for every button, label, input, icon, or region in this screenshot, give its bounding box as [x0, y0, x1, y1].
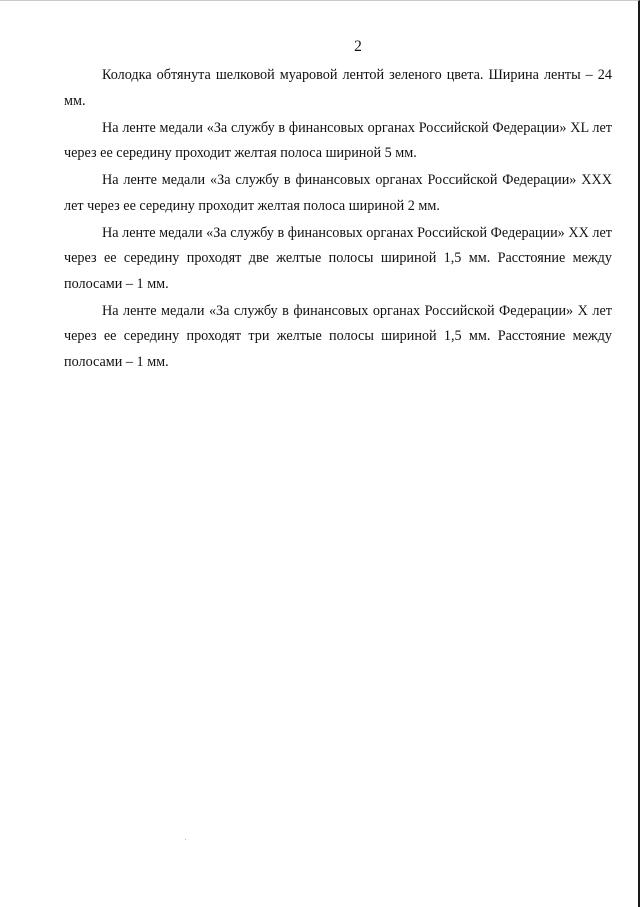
page-number: 2	[354, 38, 362, 55]
paragraph-x-years: На ленте медали «За службу в финансовых органах Российской Федерации» X лет через ее середину проходят три желтые полосы шириной 1,5 мм. Расстояние между полосами – 1 мм.	[64, 302, 612, 370]
scan-speck	[185, 839, 186, 840]
document-body	[64, 63, 612, 375]
paragraph-ribbon-description: Колодка обтянута шелковой муаровой лентой зеленого цвета. Ширина ленты – 24 мм.	[64, 67, 612, 109]
paragraph-xl-years: На ленте медали «За службу в финансовых органах Российской Федерации» XL лет через ее середину проходит желтая полоса шириной 5 мм.	[64, 119, 612, 161]
paragraph-xxx-years: На ленте медали «За службу в финансовых органах Российской Федерации» XXX лет через ее середину проходит желтая полоса шириной 2 мм.	[64, 172, 612, 214]
paragraph-xx-years: На ленте медали «За службу в финансовых органах Российской Федерации» XX лет через ее середину проходят две желтые полосы шириной 1,5 мм. Расстояние между полосами – 1 мм.	[64, 224, 612, 292]
